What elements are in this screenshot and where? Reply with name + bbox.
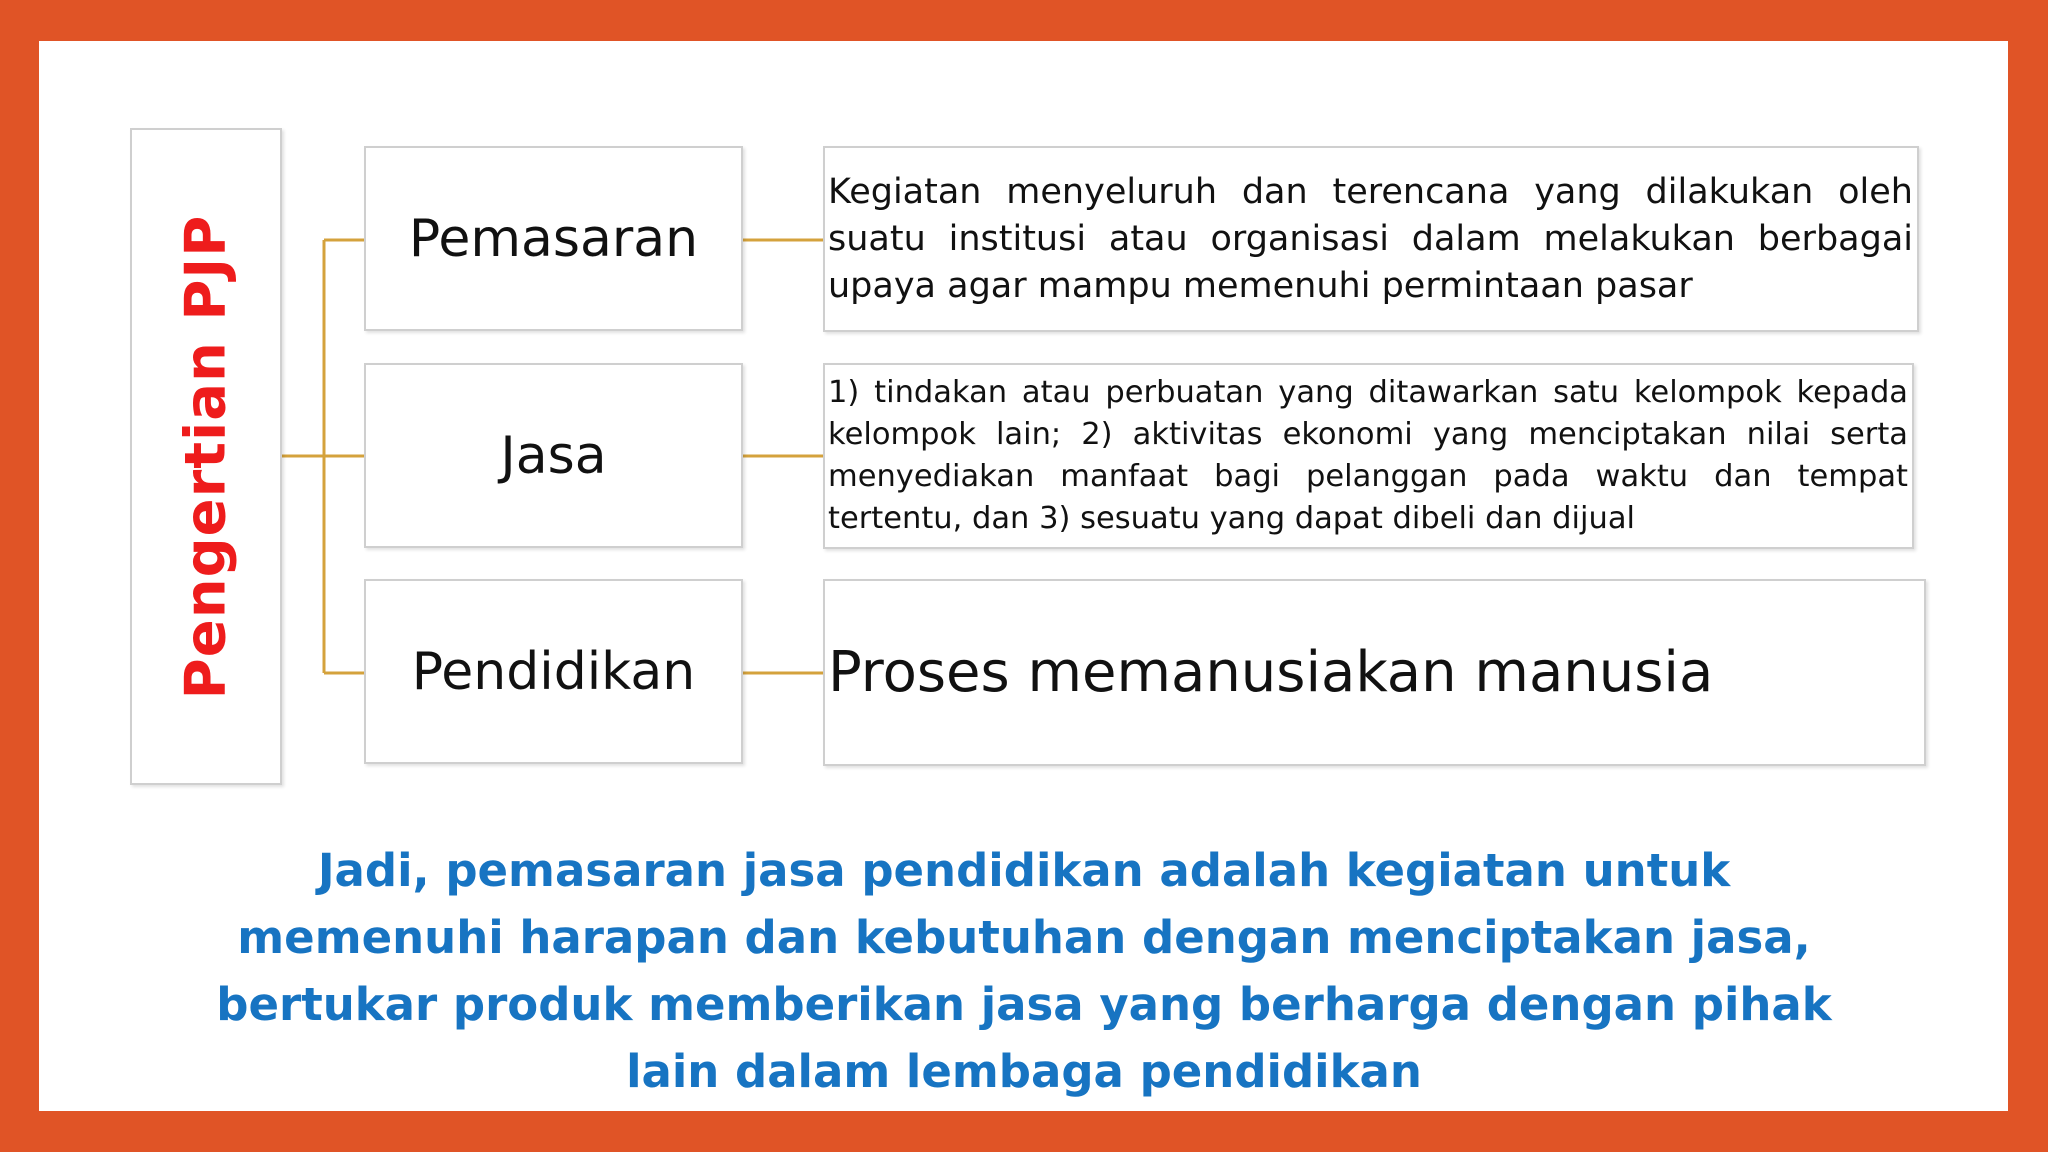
root-label: Pengertian PJP: [173, 214, 239, 699]
term-label-jasa: Jasa: [500, 425, 607, 486]
definition-box-pendidikan: [823, 579, 1926, 766]
definition-box-jasa: [823, 363, 1914, 549]
root-box: [130, 128, 282, 785]
definition-jasa: 1) tindakan atau perbuatan yang ditawarkan satu kelompok kepada kelompok lain; 2) aktivitas ekonomi yang menciptakan nilai serta menyediakan manfaat bagi pelanggan pada waktu dan tempat tertentu, dan 3) sesuatu yang dapat dibeli dan dijual: [828, 375, 1908, 536]
summary-text: Jadi, pemasaran jasa pendidikan adalah kegiatan untuk memenuhi harapan dan kebutuhan dengan menciptakan jasa, bertukar produk memberikan jasa yang berharga dengan pihak lain dalam lembaga pendidikan: [216, 844, 1832, 1098]
definition-pemasaran: Kegiatan menyeluruh dan terencana yang dilakukan oleh suatu institusi atau organisasi dalam melakukan berbagai upaya agar mampu memenuhi permintaan pasar: [828, 171, 1913, 306]
term-box-pemasaran: [364, 146, 743, 331]
definition-pendidikan: Proses memanusiakan manusia: [828, 639, 1714, 705]
term-box-jasa: [364, 363, 743, 548]
term-label-pemasaran: Pemasaran: [408, 208, 699, 269]
definition-box-pemasaran: [823, 146, 1919, 332]
term-label-pendidikan: Pendidikan: [411, 641, 696, 702]
term-box-pendidikan: [364, 579, 743, 764]
